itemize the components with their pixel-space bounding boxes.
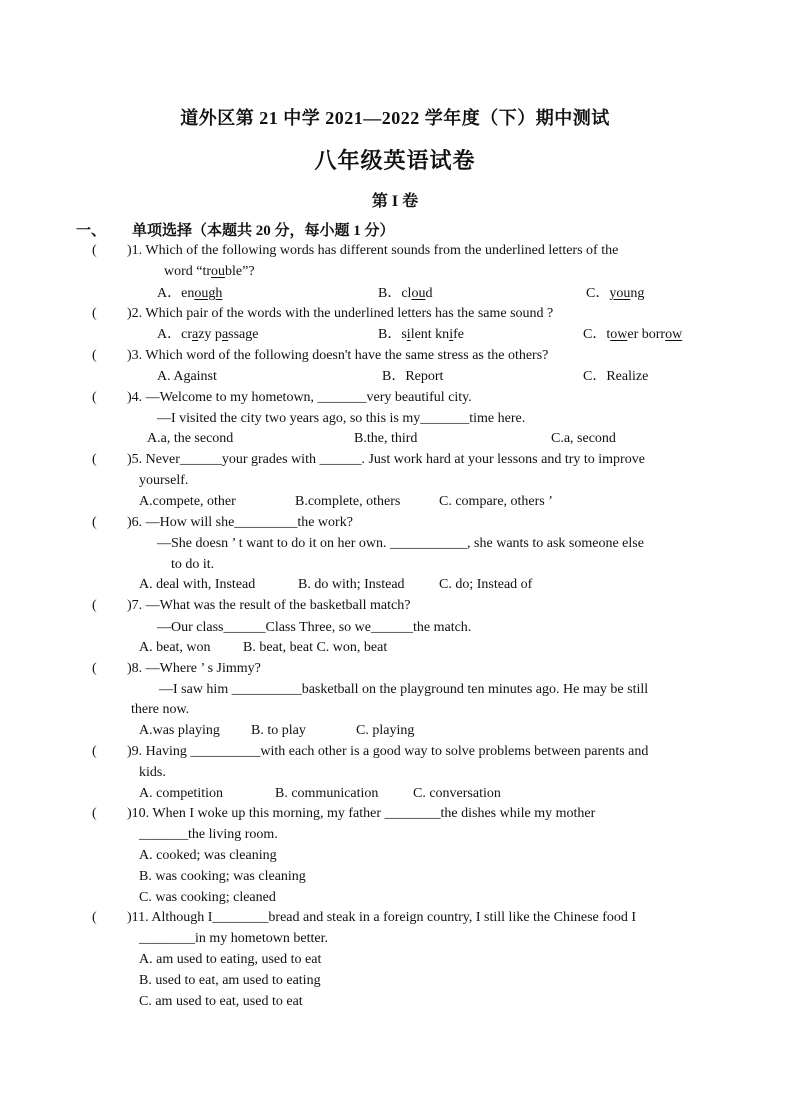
answer-paren-q3: ( [92,348,97,363]
q5-option-b: B.complete, others [295,494,401,509]
q1-option-c: C．young [586,286,645,301]
q6-stem-cont: —She doesn ’ t want to do it on her own. ___________, she wants to ask someone else [157,536,644,551]
q9-stem: )9. Having __________with each other is a good way to solve problems between parents and [127,744,649,759]
q8-option-c: C. playing [356,723,415,738]
q5-stem-cont: yourself. [139,473,189,488]
q1-option-b: B．cloud [378,286,433,301]
q6-stem-cont2: to do it. [171,557,215,572]
q8-stem-cont2: there now. [131,702,190,717]
answer-paren-q11: ( [92,910,97,925]
q10-option-b: B. was cooking; was cleaning [139,869,306,884]
q10-option-c: C. was cooking; cleaned [139,890,276,905]
q4-option-a: A.a, the second [147,431,234,446]
q9-option-c: C. conversation [413,786,501,801]
q10-stem-cont: _______the living room. [139,827,278,842]
answer-paren-q5: ( [92,452,97,467]
school-title: 道外区第 21 中学 2021—2022 学年度（下）期中测试 [180,108,610,128]
q10-option-a: A. cooked; was cleaning [139,848,277,863]
q4-option-b: B.the, third [354,431,418,446]
q1-stem-cont: word “trouble”? [164,264,255,279]
q11-stem-cont: ________in my hometown better. [139,931,328,946]
q6-option-b: B. do with; Instead [298,577,405,592]
q2-stem: )2. Which pair of the words with the underlined letters has the same sound ? [127,306,554,321]
q7-option-a: A. beat, won [139,640,211,655]
q8-stem-cont: —I saw him __________basketball on the playground ten minutes ago. He may be still [159,682,649,697]
answer-paren-q1: ( [92,243,97,258]
q10-stem: )10. When I woke up this morning, my father ________the dishes while my mother [127,806,596,821]
q3-stem: )3. Which word of the following doesn't have the same stress as the others? [127,348,549,363]
q11-option-a: A. am used to eating, used to eat [139,952,322,967]
q11-option-c: C. am used to eat, used to eat [139,994,303,1009]
answer-paren-q2: ( [92,306,97,321]
q7-option-b: B. beat, beat C. won, beat [243,640,388,655]
volume-title: 第 I 卷 [371,193,419,210]
section-heading [76,219,395,240]
q3-option-b: B．Report [382,369,444,384]
answer-paren-q4: ( [92,390,97,405]
answer-paren-q8: ( [92,661,97,676]
q1-stem: )1. Which of the following words has different sounds from the underlined letters of the [127,243,619,258]
q3-option-a: A. Against [157,369,217,384]
q11-option-b: B. used to eat, am used to eating [139,973,321,988]
q7-stem: )7. —What was the result of the basketball match? [127,598,411,613]
q4-stem: )4. —Welcome to my hometown, _______very beautiful city. [127,390,472,405]
q2-option-b: B．silent knife [378,327,464,342]
answer-paren-q9: ( [92,744,97,759]
q4-stem-cont: —I visited the city two years ago, so this is my_______time here. [157,411,526,426]
section-title: 单项选择（本题共 20 分，每小题 1 分） [132,223,395,239]
answer-paren-q6: ( [92,515,97,530]
q8-option-a: A.was playing [139,723,220,738]
q8-option-b: B. to play [251,723,306,738]
q9-stem-cont: kids. [139,765,166,780]
answer-paren-q10: ( [92,806,97,821]
q9-option-a: A. competition [139,786,223,801]
q9-option-b: B. communication [275,786,379,801]
q8-stem: )8. —Where ’ s Jimmy? [127,661,261,676]
section-number: 一、 [76,223,107,239]
q6-option-a: A. deal with, Instead [139,577,256,592]
q5-option-c: C. compare, others ’ [439,494,553,509]
q6-stem: )6. —How will she_________the work? [127,515,353,530]
q3-option-c: C．Realize [583,369,649,384]
q11-stem: )11. Although I________bread and steak in a foreign country, I still like the Chinese food I [127,910,637,925]
q2-option-a: A．crazy passage [157,327,259,342]
q2-option-c: C．tower borrow [583,327,683,342]
q7-stem-cont: —Our class______Class Three, so we______the match. [157,620,472,635]
q1-option-a: A．enough [157,286,223,301]
q4-option-c: C.a, second [551,431,616,446]
q5-option-a: A.compete, other [139,494,236,509]
q6-option-c: C. do; Instead of [439,577,533,592]
exam-title: 八年级英语试卷 [314,148,476,173]
q5-stem: )5. Never______your grades with ______. Just work hard at your lessons and try to improve [127,452,645,467]
answer-paren-q7: ( [92,598,97,613]
